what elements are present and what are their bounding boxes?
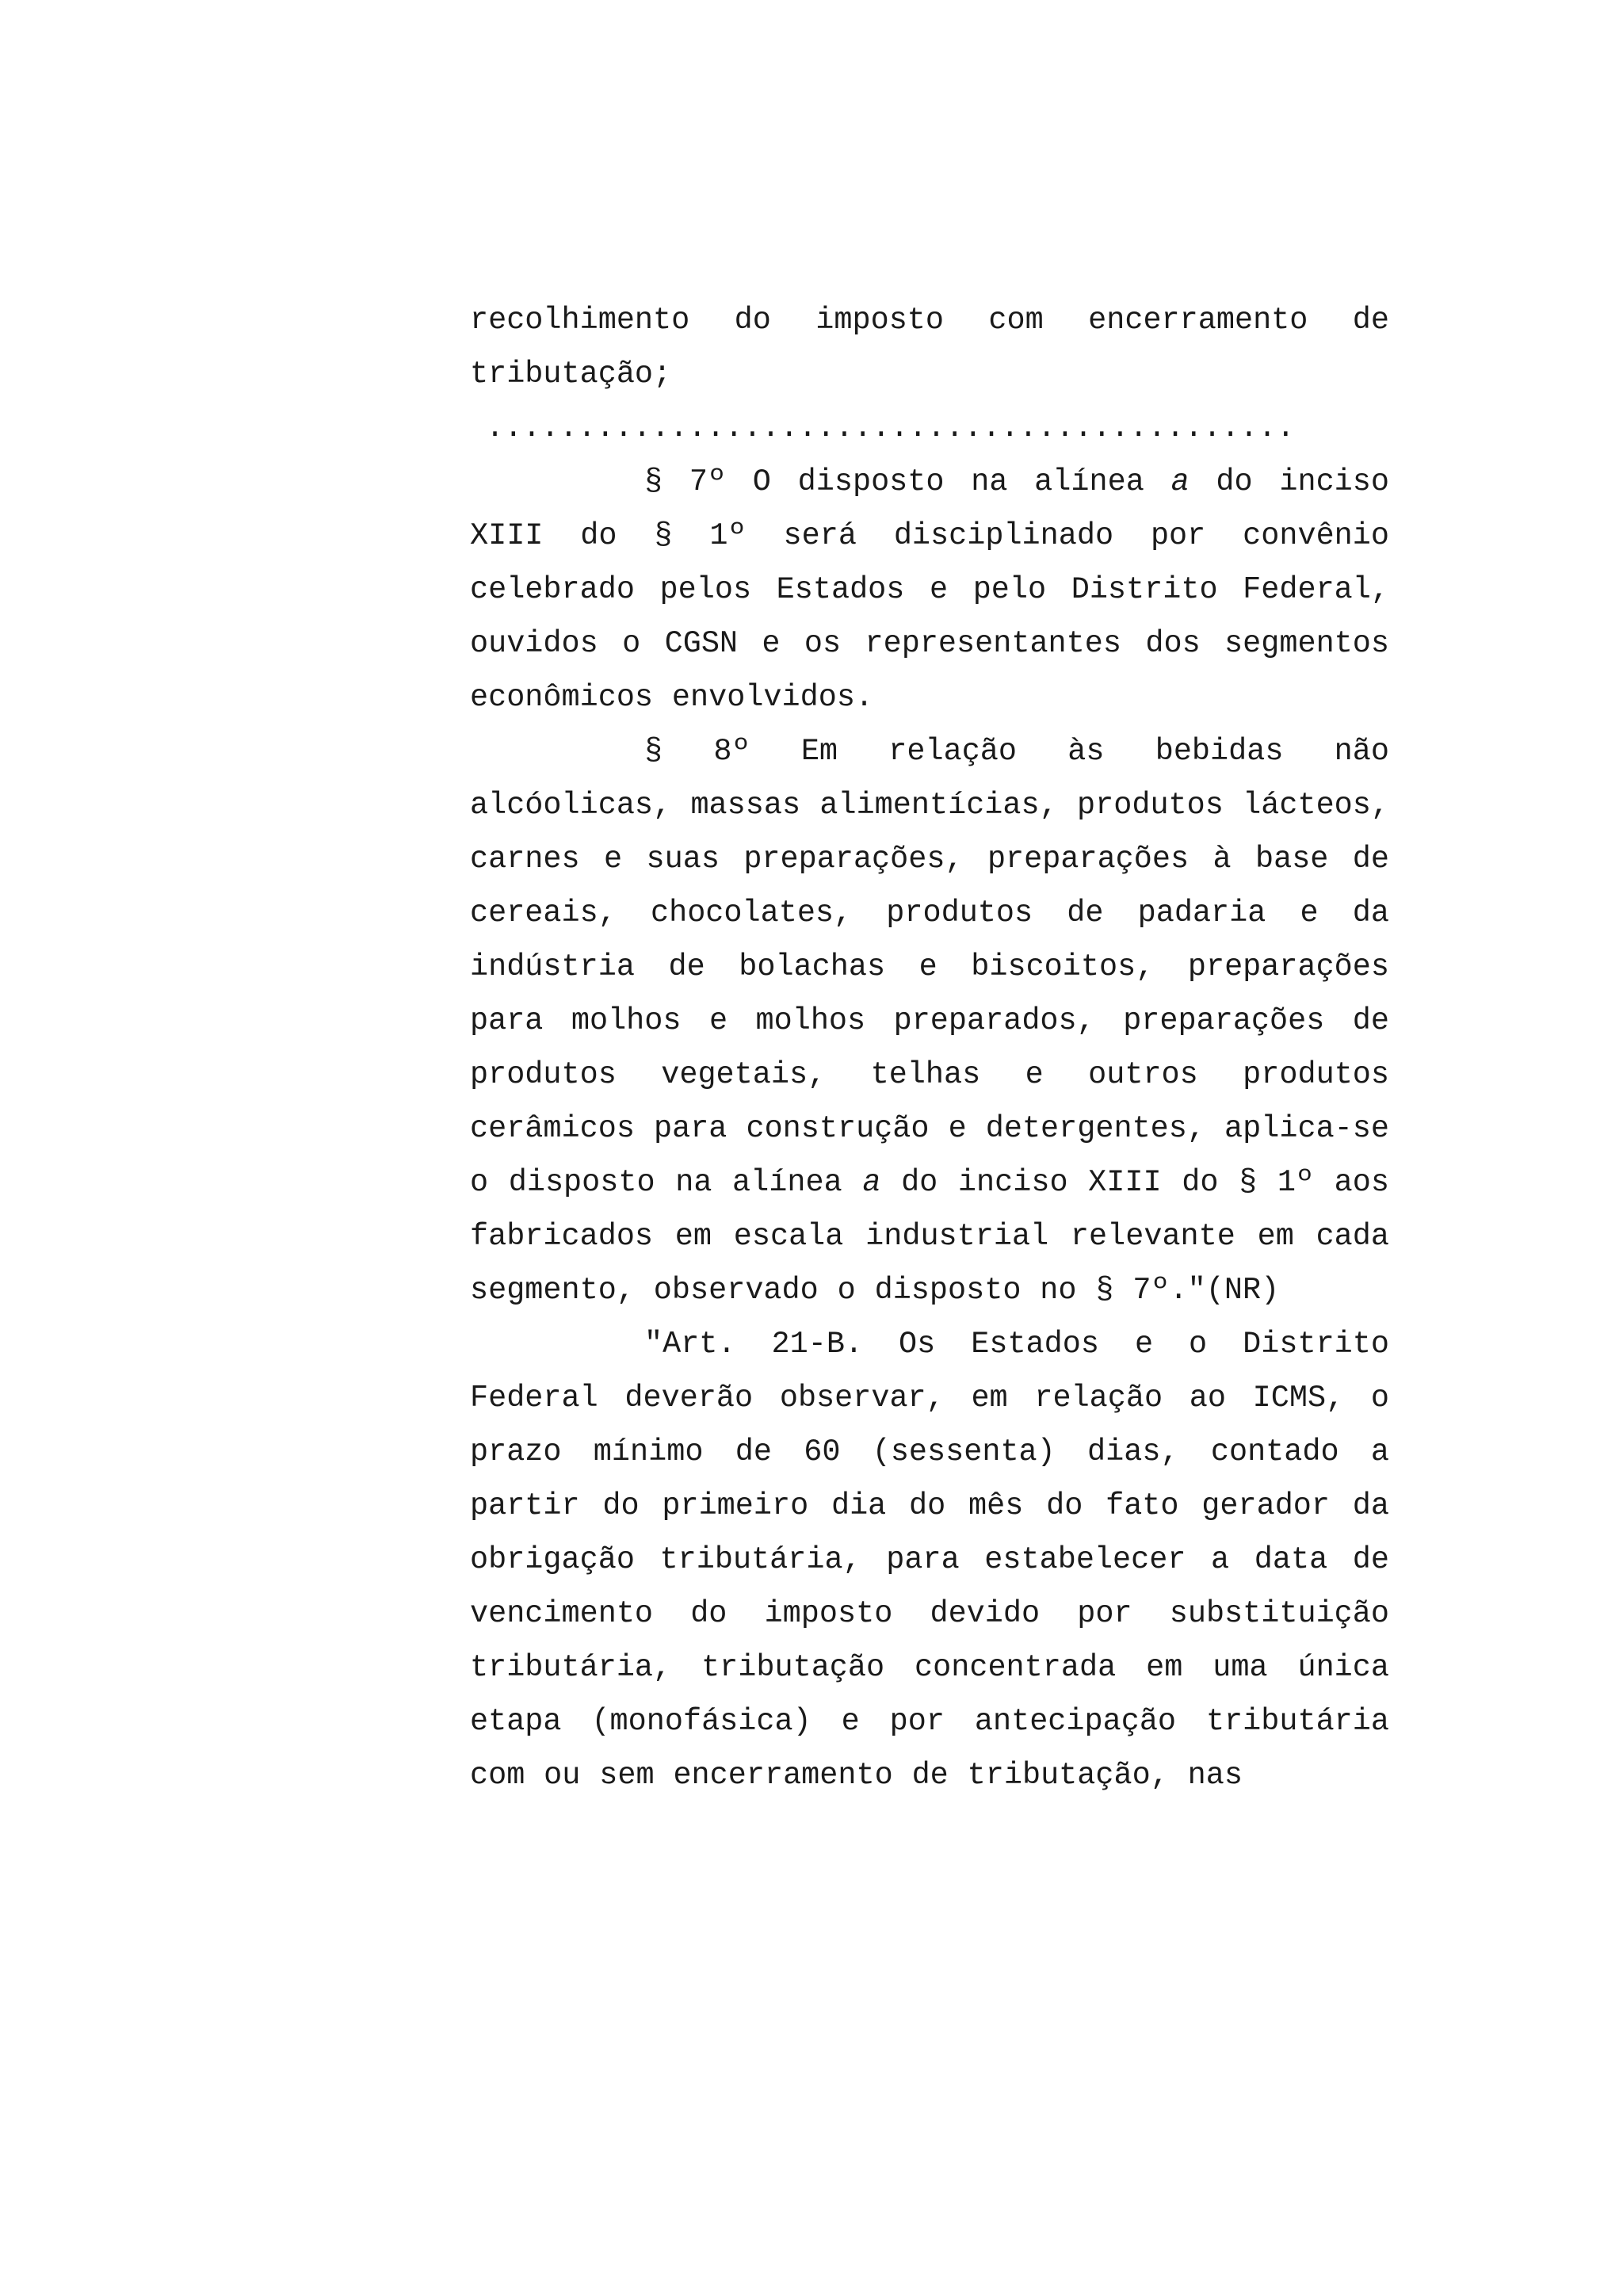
italic-letter: a bbox=[1170, 464, 1190, 499]
paragraph-continuation bbox=[470, 293, 1389, 401]
paragraph-article-21b bbox=[470, 1317, 1389, 1802]
ellipsis-line: ............................................ bbox=[486, 411, 1295, 445]
paragraph-text: do inciso XIII do § 1º aos fabricados em escala industrial relevante em cada segmento, observado o disposto no § 7º."(NR) bbox=[470, 1165, 1389, 1308]
paragraph-text: § 8º Em relação às bebidas não alcóolicas, massas alimentícias, produtos lácteos, carnes e suas preparações, preparações à base de cereais, chocolates, produtos de padaria e da indústria de bolachas e biscoitos, preparações para molhos e molhos preparados, preparações de produtos vegetais, telhas e outros produtos cerâmicos para construção e detergentes, aplica-se o disposto na alínea bbox=[470, 734, 1389, 1200]
paragraph-section-7 bbox=[470, 455, 1389, 724]
paragraph-text: "Art. 21-B. Os Estados e o Distrito Federal deverão observar, em relação ao ICMS, o prazo mínimo de 60 (sessenta) dias, contado a partir do primeiro dia do mês do fato gerador da obrigação tributária, para estabelecer a data de vencimento do imposto devido por substituição tributária, tributação concentrada em uma única etapa (monofásica) e por antecipação tributária com ou sem encerramento de tributação, nas bbox=[470, 1327, 1389, 1793]
paragraph-text: do inciso XIII do § 1º será disciplinado por convênio celebrado pelos Estados e pelo Distrito Federal, ouvidos o CGSN e os representantes dos segmentos econômicos envolvidos. bbox=[470, 464, 1389, 715]
paragraph-text: § 7º O disposto na alínea bbox=[644, 464, 1171, 499]
document-page bbox=[470, 293, 1389, 1802]
italic-letter: a bbox=[862, 1165, 881, 1200]
paragraph-section-8 bbox=[470, 724, 1389, 1317]
paragraph-text: recolhimento do imposto com encerramento de tributação; bbox=[470, 303, 1389, 392]
